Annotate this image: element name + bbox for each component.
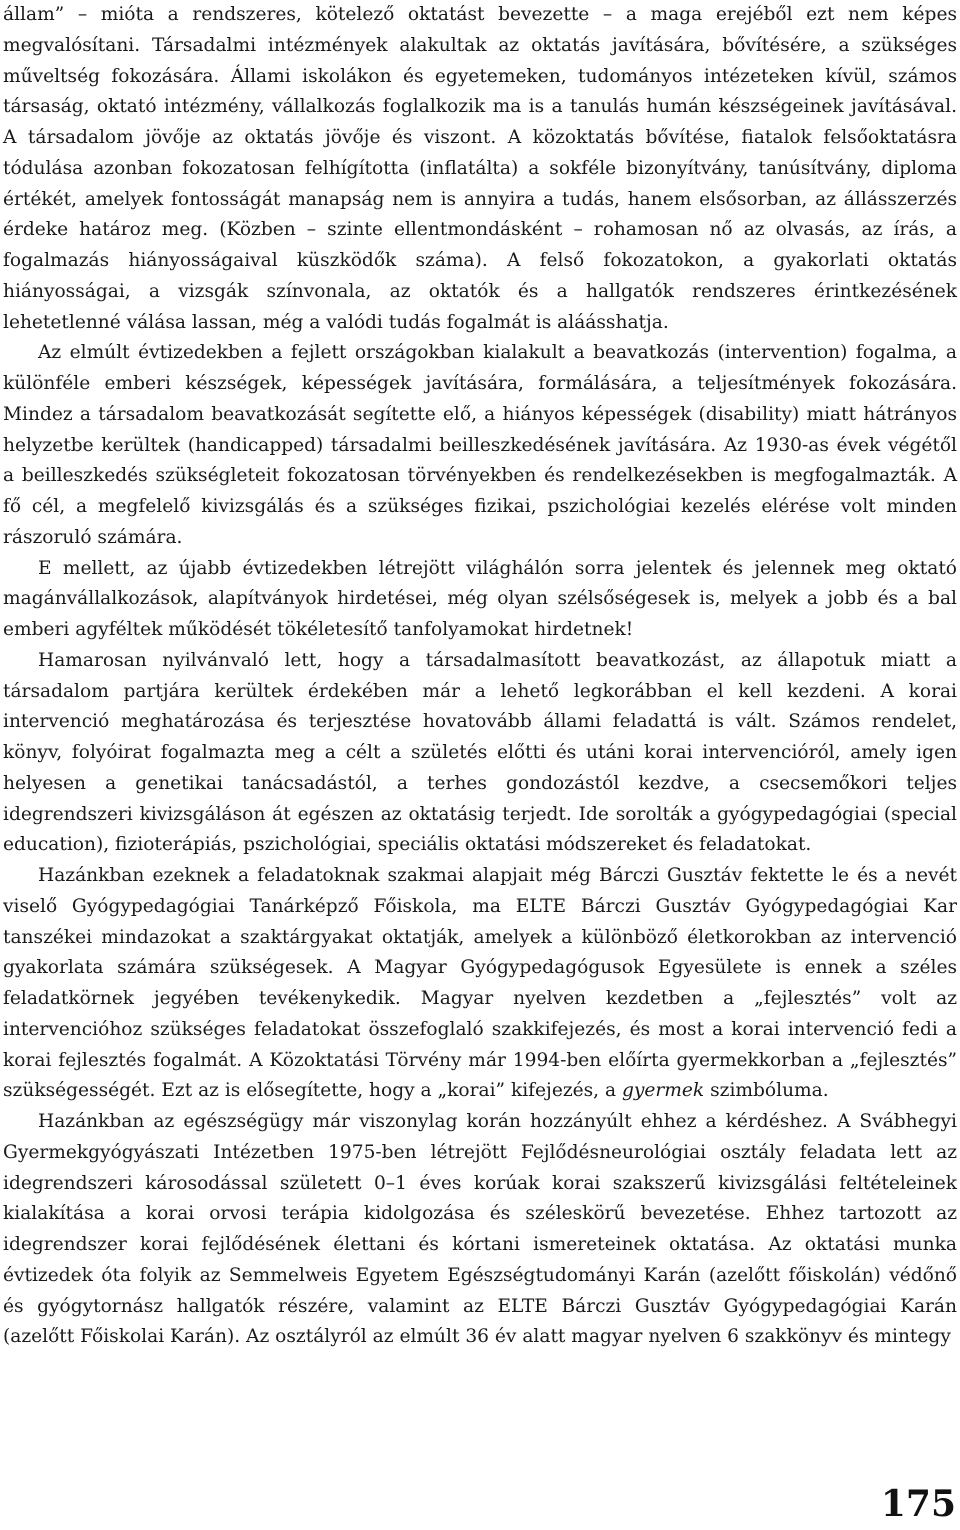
paragraph-3: E mellett, az újabb évtizedekben létrejött világhálón sorra jelentek és jelennek meg oktató magánvállalkozások, alapítványok hirdetései, még olyan szélsőségesek is, melyek a jobb és a bal emberi agyféltek működését tökéletesítő tanfolyamokat hirdetnek! xyxy=(3,557,957,640)
paragraph-1: állam” – mióta a rendszeres, kötelező oktatást bevezette – a maga erejéből ezt nem képes megvalósítani. Társadalmi intézmények alakultak az oktatás javítására, bővítésére, a szükséges műveltség fokozására. Állami iskolákon és egyetemeken, tudományos intézeteken kívül, számos társaság, oktató intézmény, vállalkozás foglalkozik ma is a tanulás humán készségeinek javításával. A társadalom jövője az oktatás jövője és viszont. A közoktatás bővítése, fiatalok felsőoktatásra tódulása azonban fokozatosan felhígította (inflatálta) a sokféle bizonyítvány, tanúsítvány, diploma értékét, amelyek fontosságát manapság nem is annyira a tudás, hanem elsősorban, az állásszerzés érdeke határoz meg. (Közben – szinte ellentmondásként – rohamosan nő az olvasás, az írás, a fogalmazás hiányosságaival küszködők száma). A felső fokozatokon, a gyakorlati oktatás hiányosságai, a vizsgák színvonala, az oktatók és a hallgatók rendszeres érintkezésének lehetetlenné válása lassan, még a valódi tudás fogalmát is aláásshatja. xyxy=(3,4,957,333)
paragraph-2: Az elmúlt évtizedekben a fejlett országokban kialakult a beavatkozás (intervention) fogalma, a különféle emberi készségek, képességek javítására, formálására, a teljesítmények fokozására. Mindez a társadalom beavatkozását segítette elő, a hiányos képességek (disability) miatt hátrányos helyzetbe kerültek (handicapped) társadalmi beilleszkedésének javítására. Az 1930-as évek végétől a beilleszkedés szükségleteit fokozatosan törvényekben és rendelkezésekben is megfogalmazták. A fő cél, a megfelelő kivizsgálás és a szükséges fizikai, pszichológiai kezelés elérése volt minden rászoruló számára. xyxy=(3,342,957,548)
paragraph-5-italic-word: gyermek xyxy=(622,1080,705,1102)
paragraph-5-tail: szimbóluma. xyxy=(704,1080,829,1102)
paragraph-6: Hazánkban az egészségügy már viszonylag korán hozzányúlt ehhez a kérdéshez. A Svábhegyi Gyermekgyógyászati Intézetben 1975-ben létrejött Fejlődésneurológiai osztály feladata lett az idegrendszeri károsodással született 0–1 éves korúak korai szakszerű kivizsgálási feltételeinek kialakítása a korai orvosi terápia kidolgozása és széleskörű bevezetése. Ehhez tartozott az idegrendszer korai fejlődésének élettani és kórtani ismereteinek oktatása. Az oktatási munka évtizedek óta folyik az Semmelweis Egyetem Egészségtudományi Karán (azelőtt főiskolán) védőnő és gyógytornász hallgatók részére, valamint az ELTE Bárczi Gusztáv Gyógypedagógiai Karán (azelőtt Főiskolai Karán). Az osztályról az elmúlt 36 év alatt magyar nyelven 6 szakkönyv és mintegy xyxy=(3,1111,957,1348)
paragraph-5-text: Hazánkban ezeknek a feladatoknak szakmai alapjait még Bárczi Gusztáv fektette le és a nevét viselő Gyógypedagógiai Tanárképző Főiskola, ma ELTE Bárczi Gusztáv Gyógypedagógiai Kar tanszékei mindazokat a szaktárgyakat oktatják, amelyek a különböző életkorokban az intervenció gyakorlata számára szükségesek. A Magyar Gyógypedagógusok Egyesülete is ennek a széles feladatkörnek jegyében tevékenykedik. Magyar nyelven kezdetben a „fejlesztés” volt az intervencióhoz szükséges feladatokat összefoglaló szakkifejezés, és most a korai intervenció fedi a korai fejlesztés fogalmát. A Közoktatási Törvény már 1994-ben előírta gyermekkorban a „fejlesztés” szükségességét. Ezt az is elősegítette, hogy a „korai” kifejezés, a xyxy=(3,865,957,1102)
page-number: 175 xyxy=(880,1483,956,1525)
paragraph-5 xyxy=(3,861,957,1107)
paragraph-4: Hamarosan nyilvánvaló lett, hogy a társadalmasított beavatkozást, az állapotuk miatt a társadalom partjára kerültek érdekében már a lehető legkorábban el kell kezdeni. A korai intervenció meghatározása és terjesztése hovatovább állami feladattá is vált. Számos rendelet, könyv, folyóirat fogalmazta meg a célt a születés előtti és utáni korai intervencióról, amely igen helyesen a genetikai tanácsadástól, a terhes gondozástól kezdve, a csecsemőkori teljes idegrendszeri kivizsgáláson át egészen az oktatásig terjedt. Ide sorolták a gyógypedagógiai (special education), fizioterápiás, pszichológiai, speciális oktatási módszereket és feladatokat. xyxy=(3,649,957,856)
body-text xyxy=(3,0,957,1353)
